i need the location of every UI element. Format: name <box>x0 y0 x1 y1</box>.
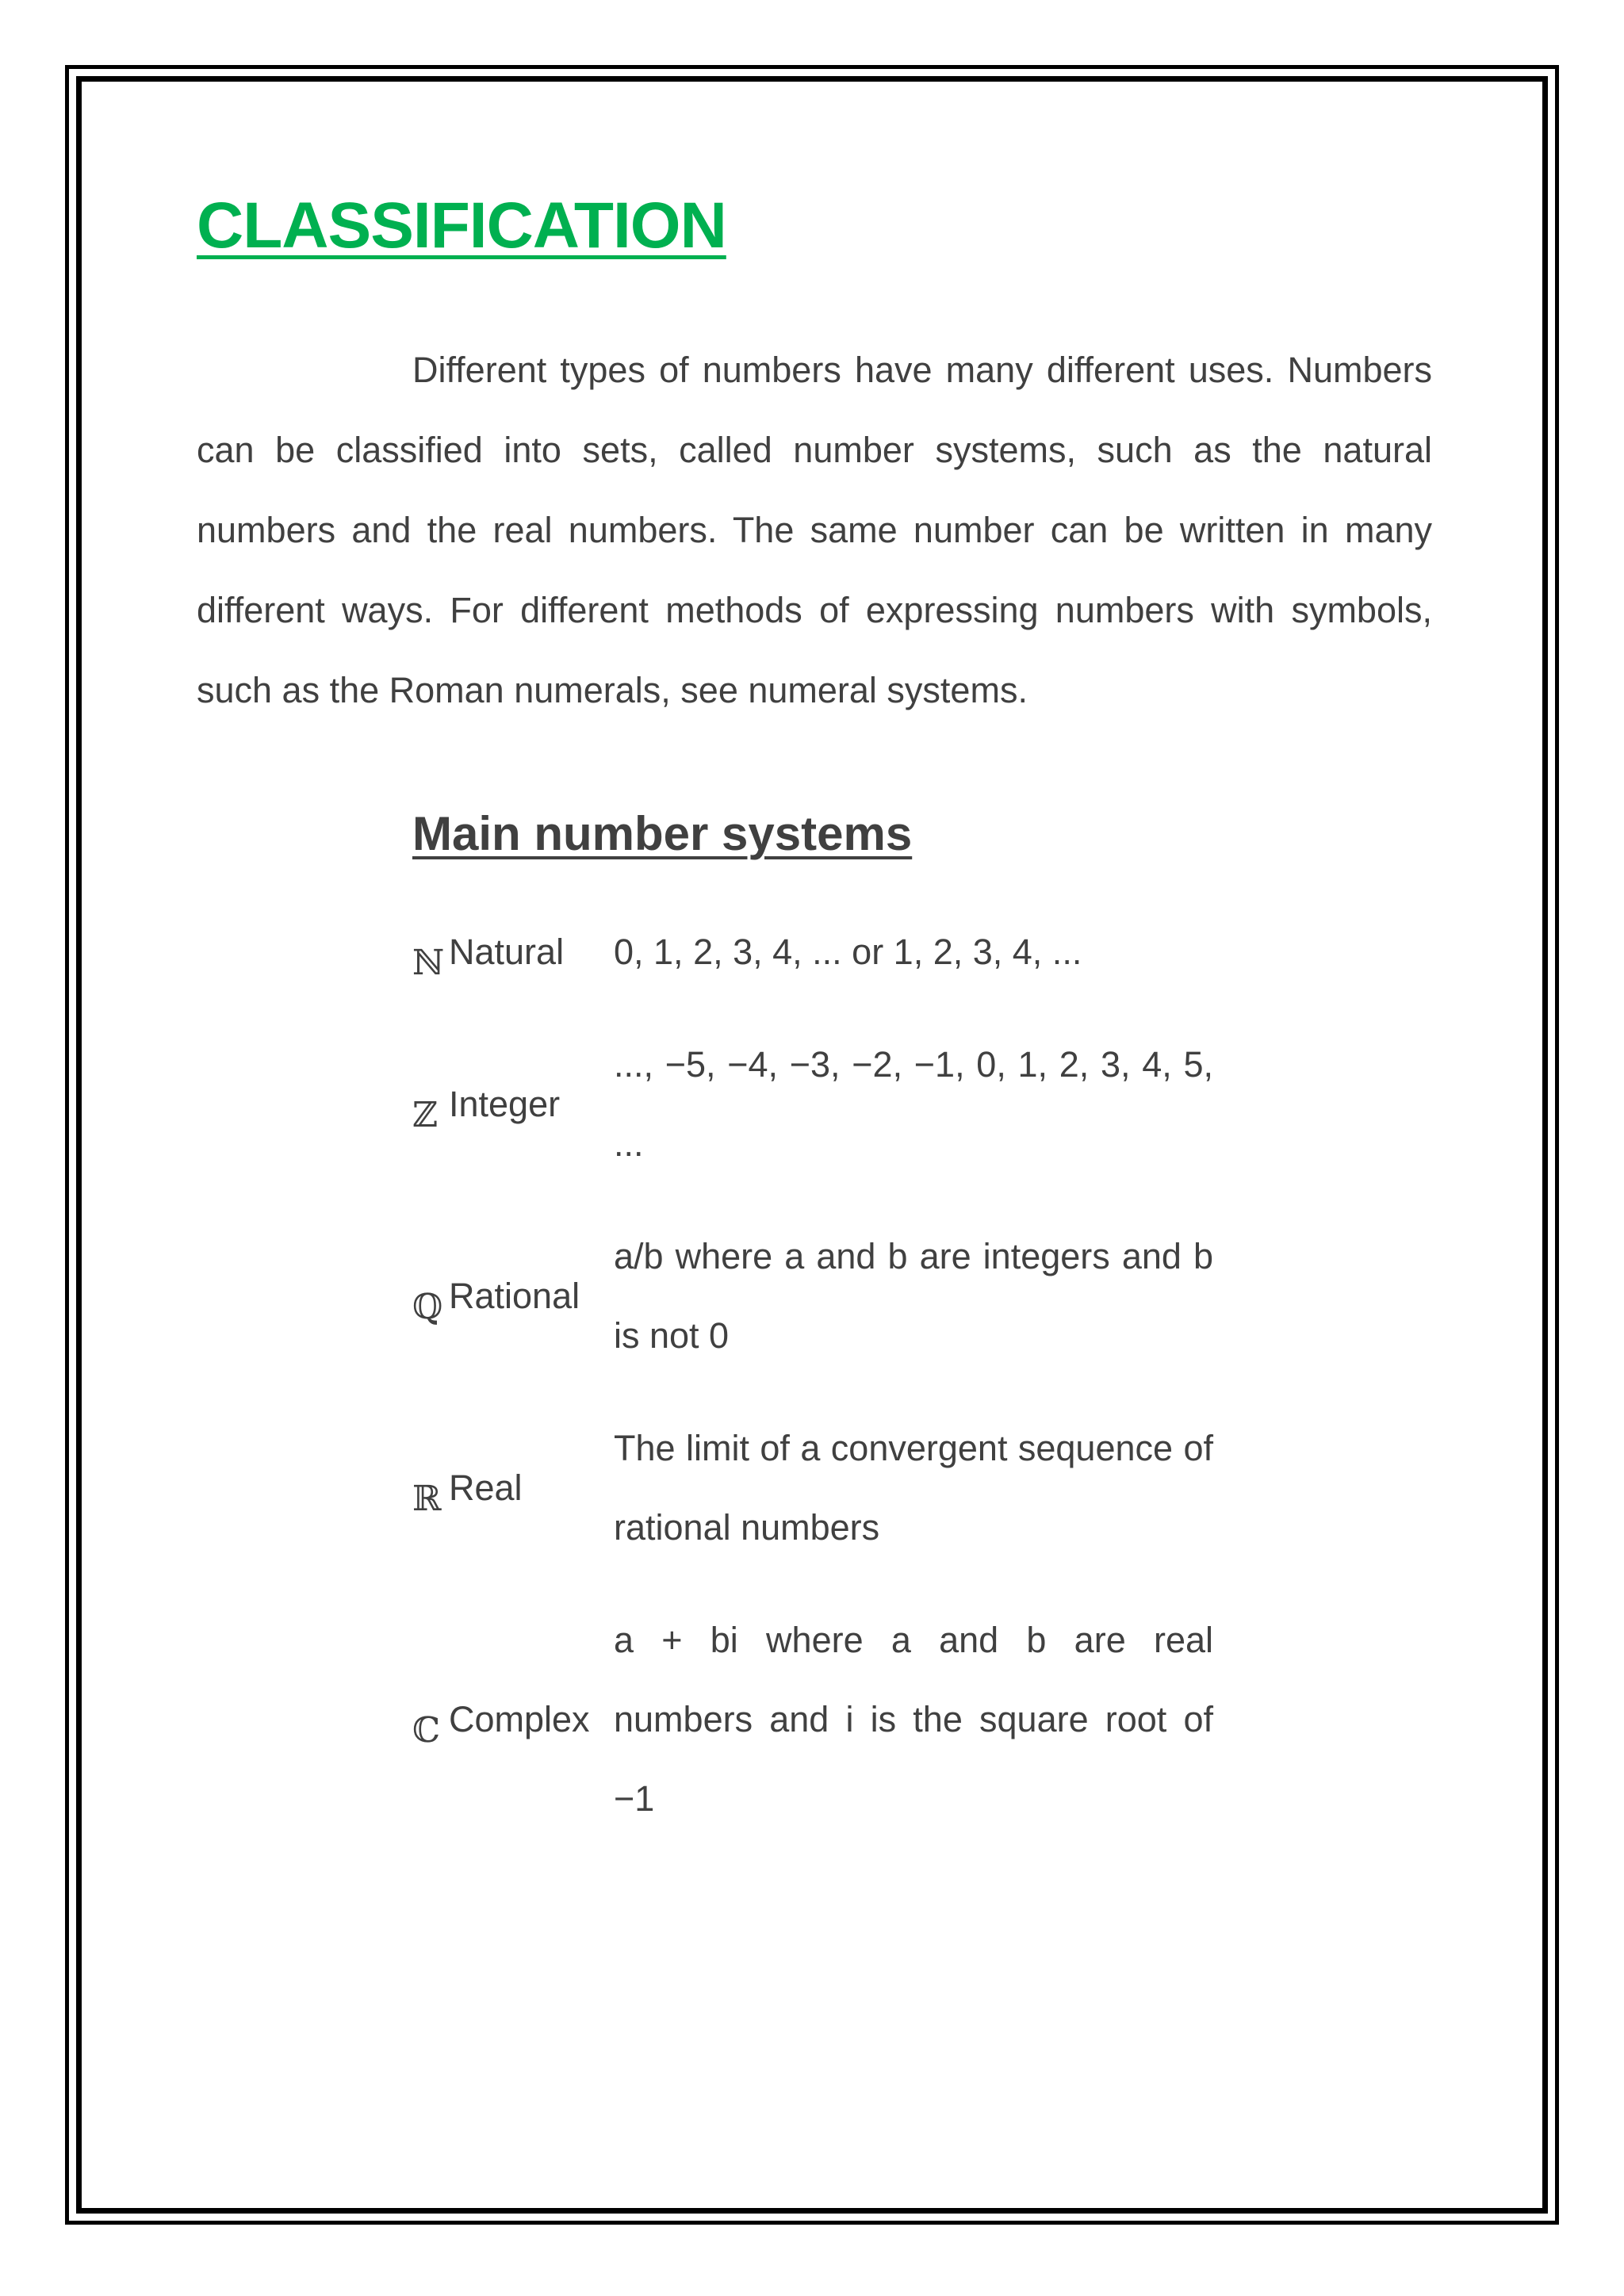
number-system-name: Complex <box>449 1699 590 1740</box>
rational-symbol: ℚ <box>412 1287 443 1328</box>
number-system-description: a/b where a and b are integers and b is not 0 <box>614 1236 1213 1357</box>
number-system-description: ..., −5, −4, −3, −2, −1, 0, 1, 2, 3, 4, 5, ... <box>614 1044 1213 1165</box>
number-system-row-integer <box>412 1025 1213 1184</box>
number-system-name: Integer <box>449 1084 561 1125</box>
number-system-name: Natural <box>449 932 565 973</box>
page-content <box>197 190 1432 1872</box>
number-system-row-rational <box>412 1217 1213 1376</box>
number-system-row-natural <box>412 913 1213 992</box>
number-system-description: 0, 1, 2, 3, 4, ... or 1, 2, 3, 4, ... <box>614 932 1082 973</box>
complex-symbol: ℂ <box>412 1710 441 1751</box>
number-system-name: Real <box>449 1468 523 1509</box>
number-system-description: The limit of a convergent sequence of rational numbers <box>614 1428 1213 1548</box>
page-heading: CLASSIFICATION <box>197 189 726 262</box>
number-systems-title: Main number systems <box>412 807 913 861</box>
number-system-row-complex <box>412 1601 1213 1839</box>
integer-symbol: ℤ <box>412 1095 439 1136</box>
number-system-description: a + bi where a and b are real numbers and i is the square root of −1 <box>614 1620 1213 1820</box>
natural-symbol: ℕ <box>412 943 445 984</box>
number-systems-list <box>412 913 1213 1839</box>
number-systems-section <box>412 808 1213 1839</box>
real-symbol: ℝ <box>412 1479 442 1520</box>
number-system-name: Rational <box>449 1276 580 1317</box>
intro-paragraph: Different types of numbers have many different uses. Numbers can be classified into sets, called number systems, such as the natural numbers and the real numbers. The same number can be written in many different ways. For different methods of expressing numbers with symbols, such as the Roman numerals, see numeral systems. <box>197 350 1432 711</box>
number-system-row-real <box>412 1409 1213 1567</box>
